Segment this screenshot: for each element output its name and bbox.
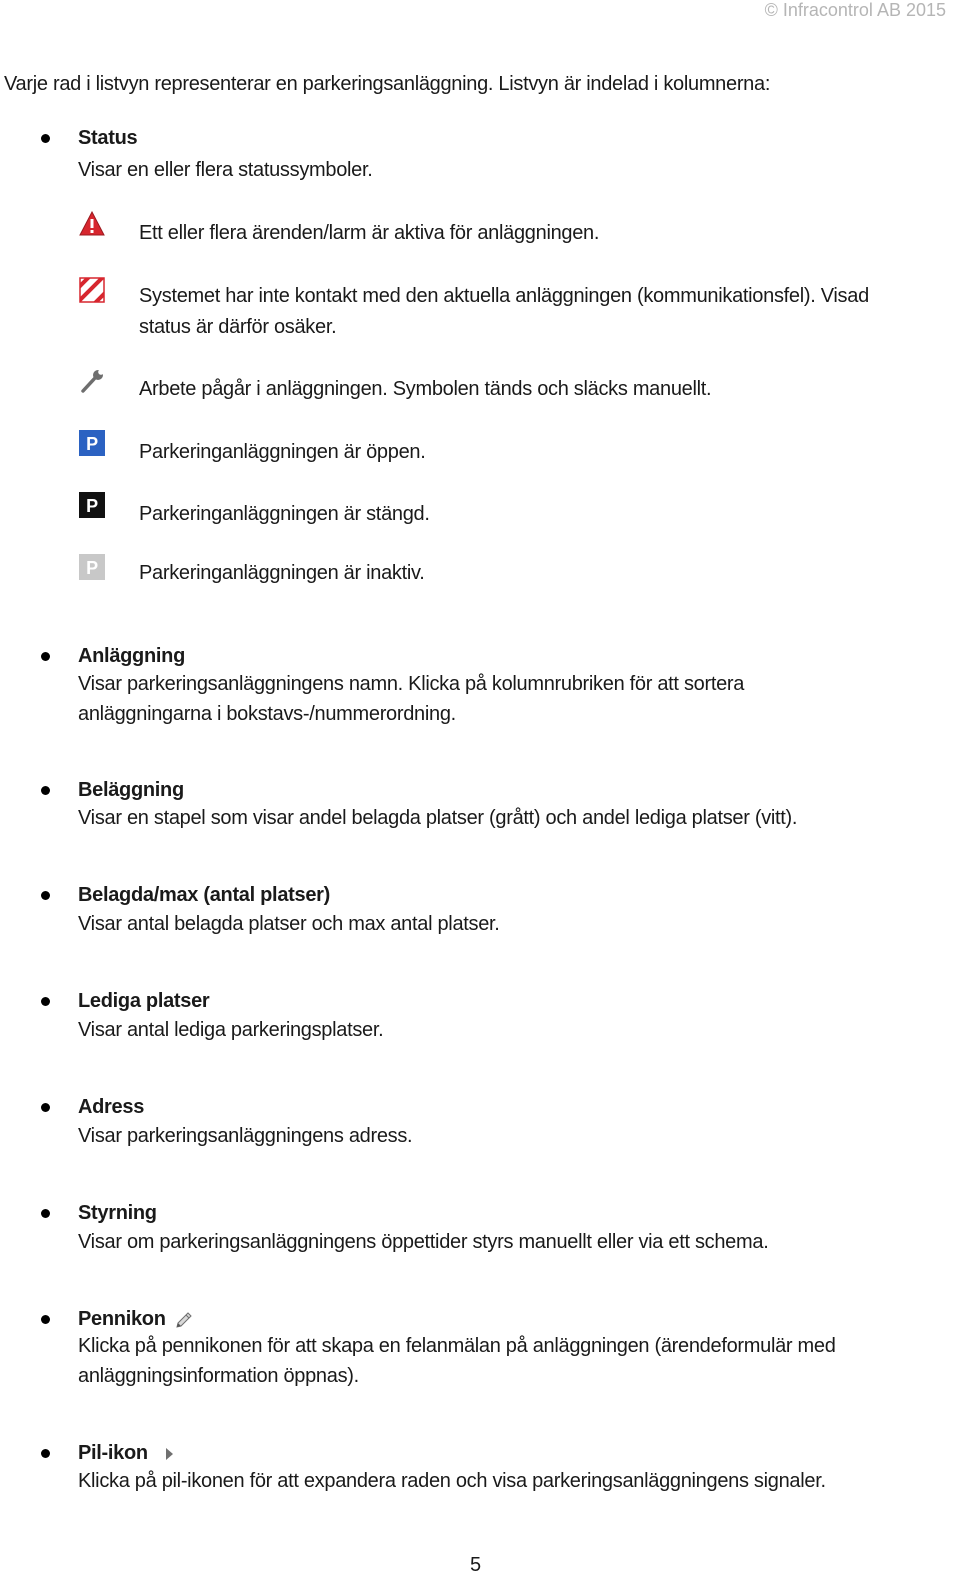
column-desc-styrning: Visar om parkeringsanläggningens öppettider styrs manuellt eller via ett schema. (78, 1231, 769, 1253)
column-title-styrning: Styrning (78, 1202, 157, 1224)
status-text-closed: Parkeringanläggningen är stängd. (139, 503, 430, 525)
bullet (41, 1209, 50, 1218)
column-desc-adress: Visar parkeringsanläggningens adress. (78, 1125, 413, 1147)
no-contact-icon (79, 277, 105, 303)
column-desc-anlaggning: Visar parkeringsanläggningens namn. Klicka på kolumnrubriken för att sortera anläggningarna i bokstavs-/nummerordning. (78, 673, 745, 725)
column-desc-pennikon: Klicka på pennikonen för att skapa en felanmälan på anläggningen (ärendeformulär med anläggningsinformation öppnas). (78, 1335, 836, 1387)
status-text-no-contact: Systemet har inte kontakt med den aktuella anläggningen (kommunikationsfel). Visad status är därför osäker. (139, 285, 869, 338)
intro-text: Varje rad i listvyn representerar en parkeringsanläggning. Listvyn är indelad i kolumnerna: (4, 73, 771, 95)
column-title-pil-ikon: Pil-ikon (78, 1439, 178, 1467)
column-desc-lediga-platser: Visar antal lediga parkeringsplatser. (78, 1019, 384, 1041)
column-title-pennikon: Pennikon (78, 1305, 194, 1333)
column-title-lediga-platser: Lediga platser (78, 990, 210, 1012)
parking-inactive-icon (79, 554, 105, 580)
svg-text:P: P (86, 558, 98, 578)
status-text-work: Arbete pågår i anläggningen. Symbolen tänds och släcks manuellt. (139, 378, 712, 400)
status-text-open: Parkeringanläggningen är öppen. (139, 441, 426, 463)
bullet (41, 134, 50, 143)
parking-open-icon (79, 430, 105, 456)
wrench-icon (79, 368, 105, 394)
column-desc-status: Visar en eller flera statussymboler. (78, 159, 373, 181)
status-text-inactive: Parkeringanläggningen är inaktiv. (139, 562, 425, 584)
column-title-anlaggning: Anläggning (78, 645, 185, 667)
column-title-adress: Adress (78, 1096, 145, 1118)
bullet (41, 652, 50, 661)
column-desc-pil-ikon: Klicka på pil-ikonen för att expandera raden och visa parkeringsanläggningens signaler. (78, 1470, 826, 1492)
status-text-warning: Ett eller flera ärenden/larm är aktiva för anläggningen. (139, 222, 600, 244)
bullet (41, 786, 50, 795)
warning-icon (79, 211, 105, 237)
bullet (41, 1449, 50, 1458)
svg-text:P: P (86, 496, 98, 516)
parking-closed-icon (79, 492, 105, 518)
column-title-status: Status (78, 127, 138, 149)
copyright: © Infracontrol AB 2015 (764, 0, 946, 20)
column-desc-belagda-max: Visar antal belagda platser och max antal platser. (78, 913, 500, 935)
bullet (41, 1103, 50, 1112)
bullet (41, 891, 50, 900)
bullet (41, 1315, 50, 1324)
column-desc-belaggning: Visar en stapel som visar andel belagda platser (grått) och andel lediga platser (vitt). (78, 807, 798, 829)
column-title-belagda-max: Belagda/max (antal platser) (78, 884, 330, 906)
arrow-right-icon (162, 1445, 178, 1463)
column-title-belaggning: Beläggning (78, 779, 184, 801)
svg-text:P: P (86, 434, 98, 454)
bullet (41, 997, 50, 1006)
pencil-icon (174, 1310, 194, 1330)
page-number: 5 (470, 1554, 481, 1576)
